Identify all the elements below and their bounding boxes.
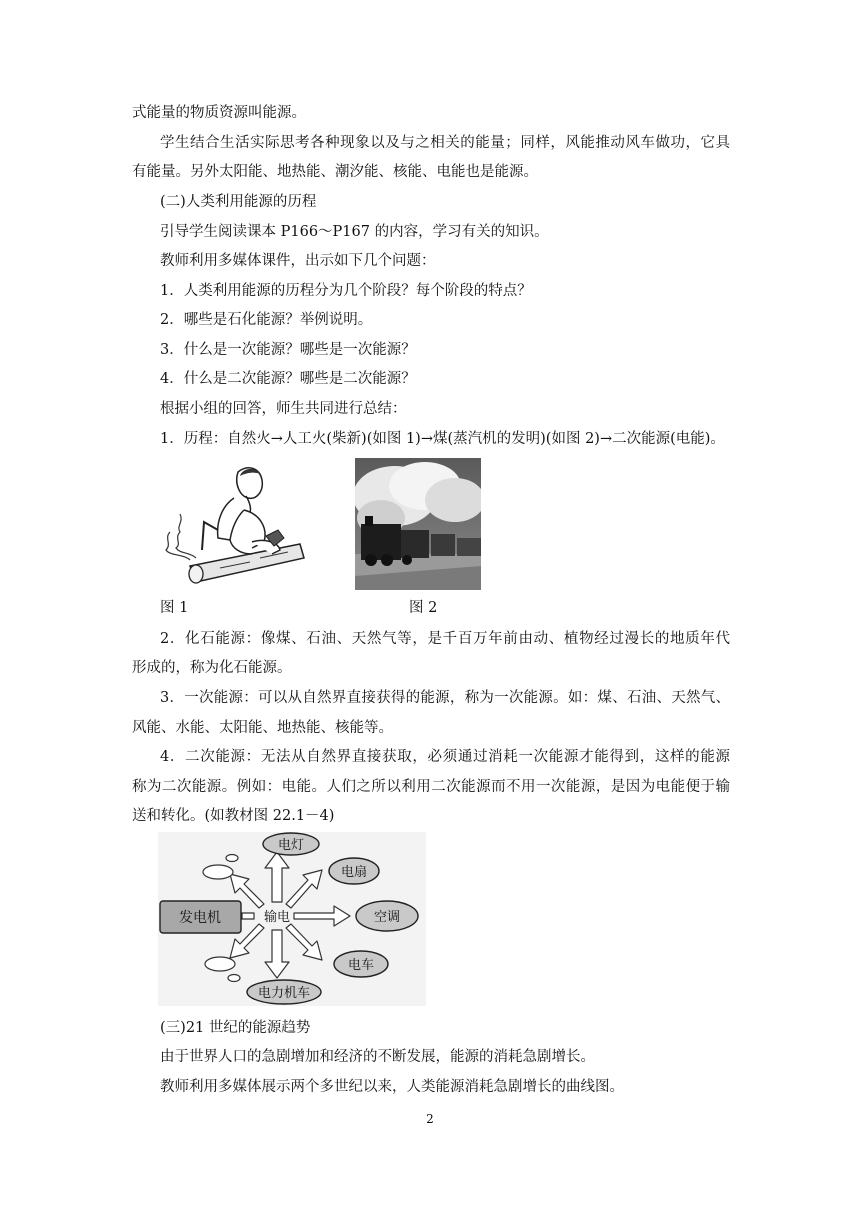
paragraph-line: 风能、水能、太阳能、地热能、核能等。 <box>132 720 393 736</box>
figure-2-image <box>355 458 481 590</box>
paragraph-line: 形成的，称为化石能源。 <box>132 660 292 676</box>
transmission-label: 输电 <box>263 909 291 924</box>
section-heading: (三)21 世纪的能源趋势 <box>160 1020 311 1036</box>
paragraph-line: 称为二次能源。例如：电能。人们之所以利用二次能源而不用一次能源，是因为电能便于输 <box>132 779 730 795</box>
answer-item: 3．一次能源：可以从自然界直接获得的能源，称为一次能源。如：煤、石油、天然气、 <box>160 690 730 706</box>
power-distribution-diagram <box>158 832 426 1006</box>
paragraph-line: 教师利用多媒体课件，出示如下几个问题： <box>160 253 436 269</box>
ac-label: 空调 <box>373 909 401 924</box>
page-number: 2 <box>426 1112 434 1126</box>
paragraph-line: 由于世界人口的急剧增加和经济的不断发展，能源的消耗急剧增长。 <box>160 1049 595 1065</box>
fire-making-illustration <box>160 458 308 590</box>
paragraph-line: 有能量。另外太阳能、地热能、潮汐能、核能、电能也是能源。 <box>132 164 538 180</box>
figure-1-image <box>160 458 308 590</box>
generator-label: 发电机 <box>179 909 221 925</box>
answer-item: 4．二次能源：无法从自然界直接获取，必须通过消耗一次能源才能得到，这样的能源 <box>160 749 730 765</box>
answer-item: 1．历程：自然火→人工火(柴新)(如图 1)→煤(蒸汽机的发明)(如图 2)→二次能源(电能)。 <box>160 431 725 447</box>
figure-2-caption: 图 2 <box>409 600 438 616</box>
paragraph-line: 式能量的物质资源叫能源。 <box>132 105 306 121</box>
figure-1-caption: 图 1 <box>160 600 189 616</box>
question-item: 2．哪些是石化能源？举例说明。 <box>160 312 373 328</box>
question-item: 4．什么是二次能源？哪些是二次能源？ <box>160 371 416 387</box>
paragraph-line: 引导学生阅读课本 P166～P167 的内容，学习有关的知识。 <box>160 224 549 240</box>
tram-label: 电车 <box>347 957 375 972</box>
answer-item: 2．化石能源：像煤、石油、天然气等，是千百万年前由动、植物经过漫长的地质年代 <box>160 631 730 647</box>
lamp-label: 电灯 <box>277 837 305 852</box>
paragraph-line: 学生结合生活实际思考各种现象以及与之相关的能量；同样，风能推动风车做功，它具 <box>160 135 730 151</box>
locomotive-label: 电力机车 <box>257 985 311 1000</box>
fan-label: 电扇 <box>340 864 368 879</box>
steam-train-photo <box>355 458 481 590</box>
paragraph-line: 送和转化。(如教材图 22.1－4) <box>132 808 335 824</box>
paragraph-line: 教师利用多媒体展示两个多世纪以来，人类能源消耗急剧增长的曲线图。 <box>160 1079 624 1095</box>
question-item: 1．人类利用能源的历程分为几个阶段？每个阶段的特点？ <box>160 283 532 299</box>
section-heading: (二)人类利用能源的历程 <box>160 194 317 210</box>
question-item: 3．什么是一次能源？哪些是一次能源？ <box>160 342 416 358</box>
paragraph-line: 根据小组的回答，师生共同进行总结： <box>160 401 407 417</box>
